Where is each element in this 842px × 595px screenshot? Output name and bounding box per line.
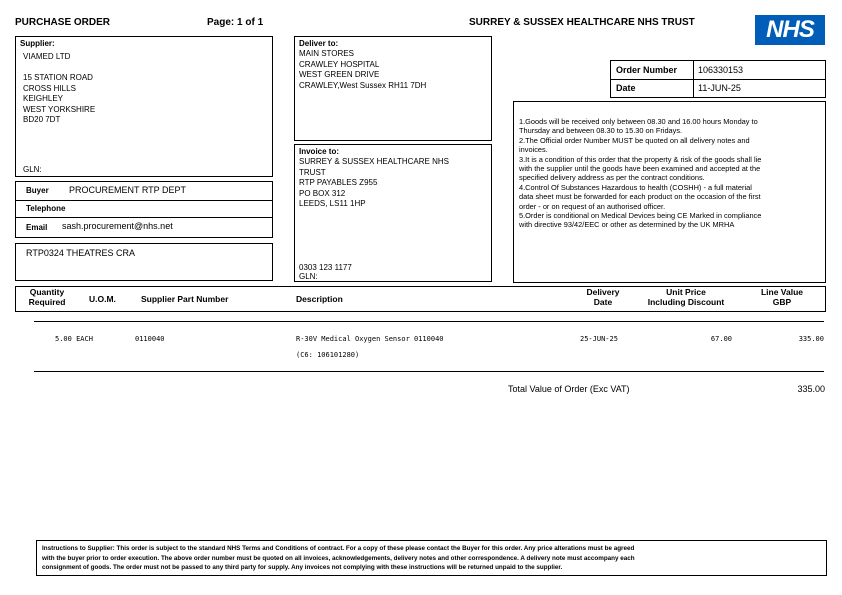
email-value: sash.procurement@nhs.net: [62, 221, 173, 231]
instructions-line: with the buyer prior to order execution. The above order number must be quoted on all invoices, acknowledgements, delivery notes and other correspondence. A delivery note must accompany each: [42, 554, 635, 562]
terms-line: 3.It is a condition of this order that the property & risk of the goods shall lie: [519, 154, 762, 164]
terms-line: invoices.: [519, 145, 548, 155]
col-unit-price-line2: Including Discount: [647, 297, 725, 307]
supplier-line: 15 STATION ROAD: [23, 73, 93, 82]
terms-line: specified delivery address as per the contract conditions.: [519, 173, 705, 183]
terms-text: [519, 117, 761, 230]
supplier-label: Supplier:: [20, 39, 55, 48]
total-value: 335.00: [797, 384, 825, 394]
row-delivery-date: 25-JUN-25: [580, 335, 618, 343]
terms-box: [513, 101, 826, 283]
order-date-label: Date: [616, 83, 636, 93]
supplier-box: [15, 36, 273, 177]
row-quantity: 5.00 EACH: [55, 335, 93, 343]
row-unit-price: 67.00: [710, 335, 732, 343]
terms-line: with the supplier until the goods have been examined and accepted at the: [519, 164, 761, 174]
supplier-line: VIAMED LTD: [23, 52, 71, 61]
total-label: Total Value of Order (Exc VAT): [508, 384, 630, 394]
row-sub-description: (C6: 106101280): [296, 351, 360, 359]
terms-line: 4.Control Of Substances Hazardous to health (COSHH) - a full material: [519, 182, 752, 192]
instructions-text: [42, 544, 635, 573]
invoice-line: LEEDS, LS11 1HP: [299, 199, 366, 208]
supplier-line: CROSS HILLS: [23, 83, 76, 93]
invoice-line: TRUST: [299, 167, 326, 177]
supplier-line-blank: [23, 63, 95, 74]
divider: [34, 321, 824, 322]
terms-line: 2.The Official order Number MUST be quoted on all delivery notes and: [519, 135, 750, 145]
supplier-address: [23, 52, 95, 126]
deliver-to-label: Deliver to:: [299, 39, 339, 48]
order-number-label: Order Number: [616, 65, 678, 75]
col-line-value-line1: Line Value: [760, 287, 804, 297]
col-description: Description: [296, 294, 343, 304]
trust-name: SURREY & SUSSEX HEALTHCARE NHS TRUST: [469, 17, 695, 28]
invoice-to-box: [294, 144, 492, 282]
supplier-gln-label: GLN:: [23, 165, 42, 174]
order-info-box: [610, 60, 826, 98]
divider: [34, 371, 824, 372]
supplier-line: BD20 7DT: [23, 115, 61, 124]
invoice-gln-label: GLN:: [299, 272, 318, 281]
telephone-label: Telephone: [26, 204, 66, 213]
col-delivery-line2: Date: [593, 297, 613, 307]
col-line-value: [747, 287, 817, 307]
order-reference: RTP0324 THEATRES CRA: [26, 248, 136, 258]
reference-box: [15, 243, 273, 281]
invoice-phone: 0303 123 1177: [299, 263, 352, 272]
email-label: Email: [26, 223, 48, 232]
col-quantity: [18, 287, 76, 307]
col-unit-price-line1: Unit Price: [666, 287, 706, 297]
invoice-to-label: Invoice to:: [299, 147, 340, 156]
buyer-label: Buyer: [26, 186, 49, 195]
invoice-line: RTP PAYABLES Z955: [299, 178, 378, 187]
deliver-line: MAIN STORES: [299, 49, 354, 58]
supplier-line: WEST YORKSHIRE: [23, 104, 96, 114]
deliver-line: CRAWLEY,West Sussex RH11 7DH: [299, 80, 427, 90]
col-quantity-line2: Required: [28, 297, 66, 307]
invoice-line: PO BOX 312: [299, 188, 346, 198]
col-quantity-line1: Quantity: [29, 287, 65, 297]
deliver-line: WEST GREEN DRIVE: [299, 70, 380, 79]
col-delivery-line1: Delivery: [586, 287, 620, 297]
document-title: PURCHASE ORDER: [15, 17, 111, 28]
nhs-logo: NHS: [755, 15, 825, 45]
contact-box: [15, 181, 273, 238]
buyer-value: PROCUREMENT RTP DEPT: [69, 185, 187, 195]
col-unit-price: [636, 287, 736, 307]
terms-line: data sheet must be forwarded for each product on the occasion of the first: [519, 192, 761, 202]
page-number: Page: 1 of 1: [207, 17, 264, 28]
row-part-number: 0110040: [135, 335, 165, 343]
col-line-value-line2: GBP: [772, 297, 792, 307]
row-line-value: 335.00: [798, 335, 824, 343]
terms-line: 5.Order is conditional on Medical Devices being CE Marked in compliance: [519, 211, 762, 221]
deliver-to-address: [299, 49, 426, 91]
col-delivery-date: [580, 287, 626, 307]
supplier-line: KEIGHLEY: [23, 94, 64, 103]
instructions-line: consignment of goods. The order must not be passed to any third party for supply. Any invoices not complying with these instructions will be returned unpaid to the supplier.: [42, 564, 563, 571]
terms-line: Thursday and between 08.30 to 15.30 on Fridays.: [519, 126, 683, 136]
terms-line: order - or on request of an authorised officer.: [519, 201, 666, 211]
terms-line: with directive 93/42/EEC or other as determined by the UK MRHA: [519, 220, 735, 230]
row-description: R-30V Medical Oxygen Sensor 0110040: [296, 335, 444, 343]
invoice-to-address: [299, 157, 449, 210]
deliver-to-box: [294, 36, 492, 141]
order-number-value: 106330153: [698, 65, 744, 75]
terms-line: 1.Goods will be received only between 08.30 and 16.00 hours Monday to: [519, 117, 758, 126]
instructions-line: Instructions to Supplier: This order is subject to the standard NHS Terms and Conditions of contract. For a copy of these please contact the Buyer for this order. Any price alterations must be agreed: [42, 545, 635, 552]
col-part-number: Supplier Part Number: [141, 294, 229, 304]
deliver-line: CRAWLEY HOSPITAL: [299, 59, 380, 69]
invoice-line: SURREY & SUSSEX HEALTHCARE NHS: [299, 157, 449, 166]
order-date-value: 11-JUN-25: [698, 83, 741, 93]
instructions-box: [36, 540, 827, 576]
col-uom: U.O.M.: [89, 294, 116, 304]
